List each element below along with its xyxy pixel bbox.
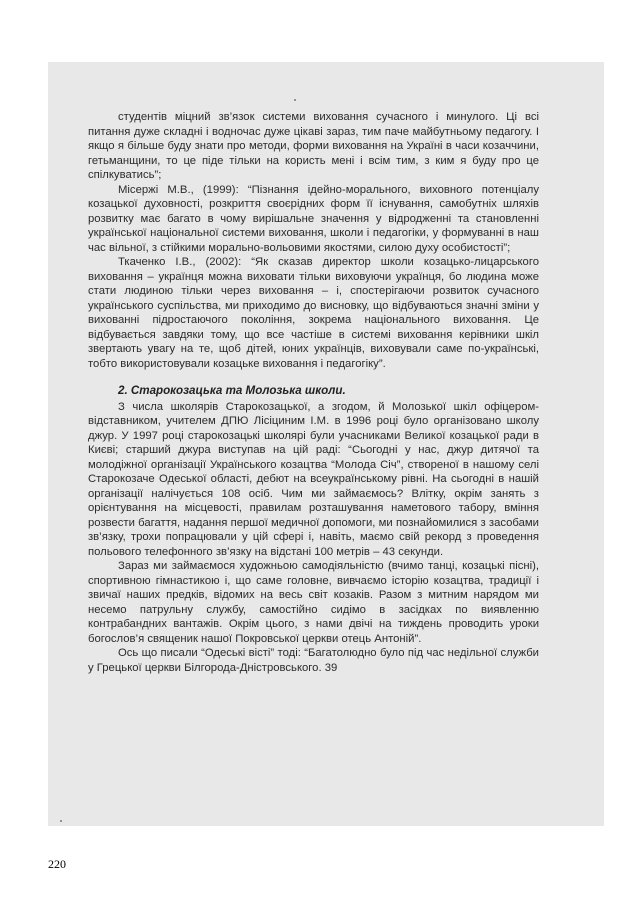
paragraph: Ось що писали “Одеські вісті” тоді: “Багатолюдно було під час недільної служби у Грецької церкви Білгорода-Дністровського. 39 [88,647,539,674]
document-body [88,110,539,675]
paragraph: Місержі М.В., (1999): “Пізнання ідейно-морального, виховного потенціалу козацької духовності, розкриття своєрідних форм її існування, самобутніх шляхів розвитку має багато в чому вирішальне значення у відродженні та становленні української національної системи виховання, школи і педагогіки, у формуванні в наш час вільної, з стійкими морально-вольовими якостями, силою духу особистості”; [88,183,539,254]
scan-speck [294,99,296,101]
page-number: 220 [48,857,66,871]
paragraph: Зараз ми займаємося художньою самодіяльністю (вчимо танці, козацькі пісні), спортивною гімнастикою і, що саме головне, вивчаємо історію козацтва, традиції і звичаї наших предків, відомих на весь світ козаків. Разом з митним нарядом ми несемо патрульну службу, самостійно сидімо в засідках по виявленню контрабандних вантажів. Окрім цього, з нами двічі на тиждень проводить уроки богослов’я священик нашої Покровської церкви отець Антоній”. [88,560,539,645]
section-heading: 2. Старокозацька та Молозька школи. [118,384,346,397]
paragraph: Ткаченко І.В., (2002): “Як сказав директор школи козацько-лицарського виховання – українця можна виховати тільки виховуючи українця, бо людина може стати людиною тільки через виховання – і, спостерігаючи розвиток сучасного українського суспільства, ми приходимо до висновку, що відбуваються значні зміни у вихованні підростаючого покоління, зокрема національного виховання. Це відбувається завдяки тому, що все частіше в системі виховання керівники шкіл звертають увагу на те, щоб дітей, юних українців, виховували саме по-українські, тобто використовували козацьке виховання і педагогіку”. [88,256,539,370]
scan-speck [60,820,62,822]
paragraph: студентів міцний зв’язок системи виховання сучасного і минулого. Ці всі питання дуже складні і водночас дуже цікаві зараз, тим паче майбутньому педагогу. І якщо я більше буду знати про методи, форми виховання на Україні в часи козаччини, гетьманщини, то це піде тільки на користь мені і всім тим, з ким я буду про це спілкуватись”; [88,111,539,181]
paragraph: З числа школярів Старокозацької, а згодом, й Молозької шкіл офіцером-відставником, учителем ДПЮ Лісіциним І.М. в 1996 році було організовано школу джур. У 1997 році старокозацькі школярі були учасниками Великої козацької ради в Києві; старший джура виступав на цій раді: “Сьогодні у нас, джур дитячої та молодіжної організації Українського козацтва “Молода Січ”, створеної в нашому селі Старокозаче Одеської області, дебют на всеукраїнському рівні. На сьогодні в нашій організації налічується 108 осіб. Чим ми займаємось? Влітку, окрім занять з орієнтування на місцевості, правилам розташування наметового табору, вміння розвести багаття, надання першої медичної допомоги, ми познайомилися з засобами зв’язку, трохи попрацювали у цій сфері і, навіть, маємо свій рекорд з проведення польового телефонного зв’язку на відстані 100 метрів – 43 секунди. [88,400,539,558]
